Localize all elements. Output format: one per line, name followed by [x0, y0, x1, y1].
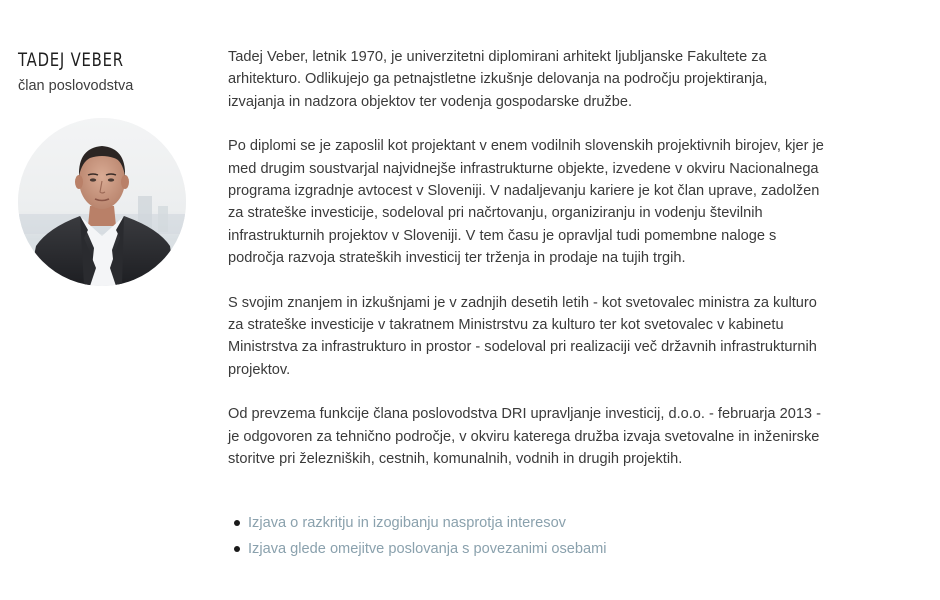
bio-paragraph: Tadej Veber, letnik 1970, je univerzitetni diplomirani arhitekt ljubljanske Fakultete za arhitekturo. Odlikujejo ga petnajstletne izkušnje delovanja na področju projektiranja, izvajanja in nadzora objektov ter vodenja gospodarske družbe.: [228, 49, 768, 110]
profile-header: [18, 48, 198, 96]
person-name: TADEJ VEBER: [18, 49, 124, 71]
person-role: član poslovodstva: [18, 78, 134, 94]
bio-paragraph: Po diplomi se je zaposlil kot projektant v enem vodilnih slovenskih projektivnih birojev, kjer je med drugim soustvarjal najvidnejše infrastrukturne objekte, izvedene v okviru Nacionalnega programa izgradnje avtocest v Sloveniji. V nadaljevanju kariere je kot član uprave, zadolžen za strateške investicije, sodeloval pri načrtovanju, organiziranju in vodenju številnih infrastrukturnih projektov v Sloveniji. V tem času je opravljal tudi pomembne naloge s področja razvoja strateških investicij ter trženja in prodaje na tujih trgih.: [228, 138, 824, 267]
link-item: [228, 537, 607, 561]
bio-paragraph: Od prevzema funkcije člana poslovodstva DRI upravljanje investicij, d.o.o. - februarja 2013 - je odgovoren za tehnično področje, v okviru katerega družba izvaja svetovalne in inženirske storitve pri železniških, cestnih, komunalnih, vodnih in drugih projektih.: [228, 406, 821, 468]
conflict-of-interest-statement-link[interactable]: Izjava o razkritju in izogibanju nasprotja interesov: [248, 515, 566, 531]
document-links: [228, 511, 607, 563]
portrait-photo: [18, 118, 186, 286]
bio-paragraph: S svojim znanjem in izkušnjami je v zadnjih desetih letih - kot svetovalec ministra za kulturo za strateške investicije v takratnem Ministrstvu za kulturo ter kot svetovalec v kabinetu Ministrstva za infrastrukturo in prostor - sodeloval pri realizaciji več državnih infrastrukturnih projektov.: [228, 294, 817, 378]
biography: [228, 46, 828, 493]
bullet-icon: [234, 546, 240, 552]
person-photo-icon: [18, 118, 186, 286]
bullet-icon: [234, 520, 240, 526]
link-item: [228, 511, 607, 535]
related-parties-statement-link[interactable]: Izjava glede omejitve poslovanja s povezanimi osebami: [248, 541, 607, 557]
